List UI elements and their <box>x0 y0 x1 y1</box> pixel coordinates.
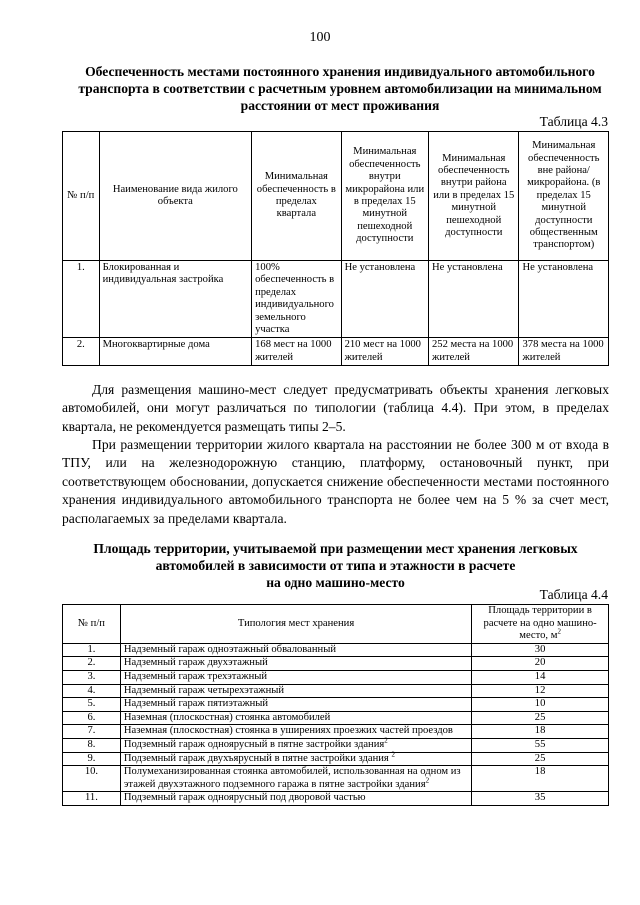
section2-title-line: Площадь территории, учитываемой при размещении мест хранения легковых <box>93 541 578 556</box>
table-row <box>63 752 609 766</box>
area-cell: 10 <box>472 698 609 712</box>
table-row <box>63 338 609 366</box>
storage-type-text: Надземный гараж четырехэтажный <box>123 684 285 696</box>
area-cell: 14 <box>472 670 609 684</box>
table-row <box>63 698 609 712</box>
table-row <box>63 670 609 684</box>
table-4-3 <box>62 131 609 366</box>
table-cell: Блокированная и индивидуальная застройка <box>99 261 252 338</box>
storage-type-cell <box>120 684 471 698</box>
area-cell: 12 <box>472 684 609 698</box>
table-row <box>63 261 609 338</box>
storage-type-text: Полумеханизированная стоянка автомобилей, использованная на одном из этажей двухэтажного подземного гаража в пятне застройки здания <box>123 766 461 790</box>
table-cell: 168 мест на 1000 жителей <box>252 338 341 366</box>
storage-type-cell <box>120 792 471 806</box>
table-4-4-header-row <box>63 605 609 644</box>
table-row <box>63 657 609 671</box>
table-4-4-caption: Таблица 4.4 <box>539 587 608 602</box>
footnote-marker: 2 <box>391 750 395 758</box>
area-cell: 25 <box>472 711 609 725</box>
header-cell <box>472 605 609 644</box>
row-number: 1. <box>63 261 100 338</box>
storage-type-cell <box>120 766 471 792</box>
section2-title <box>62 540 609 591</box>
section2-title-line: автомобилей в зависимости от типа и этажности в расчете <box>155 558 516 573</box>
table-row <box>63 792 609 806</box>
storage-type-text: Надземный гараж пятиэтажный <box>123 698 269 710</box>
area-cell: 55 <box>472 738 609 752</box>
area-cell: 20 <box>472 657 609 671</box>
storage-type-cell <box>120 657 471 671</box>
paragraph <box>62 381 609 436</box>
table-4-3-caption: Таблица 4.3 <box>539 114 608 129</box>
row-number: 1. <box>63 643 121 657</box>
page-number: 100 <box>309 30 331 45</box>
footnote-marker: 2 <box>425 776 430 785</box>
table-4-4 <box>62 604 609 806</box>
table-row <box>63 643 609 657</box>
storage-type-text: Надземный гараж двухэтажный <box>123 657 268 669</box>
area-cell: 25 <box>472 752 609 766</box>
header-cell: Минимальная обеспеченность внутри района или в пределах 15 минутной пешеходной доступности <box>429 132 519 261</box>
header-cell: № п/п <box>63 605 121 644</box>
row-number: 8. <box>63 738 121 752</box>
table-row <box>63 766 609 792</box>
table-row <box>63 711 609 725</box>
row-number: 4. <box>63 684 121 698</box>
row-number: 10. <box>63 766 121 792</box>
footnote-marker: 2 <box>384 736 388 745</box>
storage-type-text: Подземный гараж одноярусный под дворовой частью <box>123 792 366 804</box>
storage-type-text: Наземная (плоскостная) стоянка в уширениях проезжих частей проездов <box>123 725 453 737</box>
table-cell: Многоквартирные дома <box>99 338 252 366</box>
table-cell: 378 места на 1000 жителей <box>519 338 609 366</box>
paragraph-text: При размещении территории жилого квартала на расстоянии не более 300 м от входа в ТПУ, или на железнодорожную станцию, платформу, остановочный пункт, при соответствующем обосновании, допускается снижение обеспеченности местами постоянного хранения индивидуального автомобильного транспорта не более чем на 5 % за счет мест, располагаемых за пределами квартала. <box>62 437 609 526</box>
storage-type-text: Подземный гараж одноярусный в пятне застройки здания <box>123 738 385 750</box>
row-number: 6. <box>63 711 121 725</box>
area-cell: 18 <box>472 725 609 739</box>
storage-type-cell <box>120 670 471 684</box>
table-4-3-header-row <box>63 132 609 261</box>
storage-type-text: Наземная (плоскостная) стоянка автомобилей <box>123 711 331 723</box>
area-cell: 30 <box>472 643 609 657</box>
storage-type-text: Подземный гараж двухъярусный в пятне застройки здания <box>123 752 392 764</box>
row-number: 9. <box>63 752 121 766</box>
header-cell: Минимальная обеспеченность внутри микрорайона или в пределах 15 минутной пешеходной доступности <box>341 132 428 261</box>
section2-title-line: на одно машино-место <box>266 575 405 590</box>
table-cell: Не установлена <box>341 261 428 338</box>
row-number: 5. <box>63 698 121 712</box>
paragraph-text: Для размещения машино-мест следует предусматривать объекты хранения легковых автомобилей, они могут различаться по типологии (таблица 4.4). При этом, в пределах квартала, не рекомендуется размещать типы 2–5. <box>62 382 609 434</box>
storage-type-cell <box>120 711 471 725</box>
row-number: 3. <box>63 670 121 684</box>
row-number: 11. <box>63 792 121 806</box>
row-number: 2. <box>63 338 100 366</box>
area-cell: 18 <box>472 766 609 792</box>
table-4-4-body <box>63 643 609 805</box>
storage-type-text: Надземный гараж одноэтажный обвалованный <box>123 643 336 655</box>
table-cell: 252 места на 1000 жителей <box>429 338 519 366</box>
row-number: 7. <box>63 725 121 739</box>
table-row <box>63 738 609 752</box>
table-cell: 210 мест на 1000 жителей <box>341 338 428 366</box>
header-cell: № п/п <box>63 132 100 261</box>
table-cell: Не установлена <box>519 261 609 338</box>
storage-type-text: Надземный гараж трехэтажный <box>123 670 268 682</box>
storage-type-cell <box>120 725 471 739</box>
header-cell: Типология мест хранения <box>120 605 471 644</box>
table-row <box>63 725 609 739</box>
paragraph <box>62 436 609 528</box>
table-cell: Не установлена <box>429 261 519 338</box>
storage-type-cell <box>120 738 471 752</box>
row-number: 2. <box>63 657 121 671</box>
area-cell: 35 <box>472 792 609 806</box>
storage-type-cell <box>120 752 471 766</box>
storage-type-cell <box>120 643 471 657</box>
header-cell: Наименование вида жилого объекта <box>99 132 252 261</box>
superscript: 2 <box>557 627 561 636</box>
header-cell: Минимальная обеспеченность вне района/ микрорайона. (в пределах 15 минутной доступности общественным транспортом) <box>519 132 609 261</box>
storage-type-cell <box>120 698 471 712</box>
header-cell: Минимальная обеспеченность в пределах квартала <box>252 132 341 261</box>
header-text: Площадь территории в расчете на одно машино-место, м <box>483 605 597 642</box>
section1-title: Обеспеченность местами постоянного хранения индивидуального автомобильного транспорта в соответствии с расчетным уровнем автомобилизации на минимальном расстоянии от мест проживания <box>78 64 602 113</box>
table-cell: 100% обеспеченность в пределах индивидуального земельного участка <box>252 261 341 338</box>
table-row <box>63 684 609 698</box>
